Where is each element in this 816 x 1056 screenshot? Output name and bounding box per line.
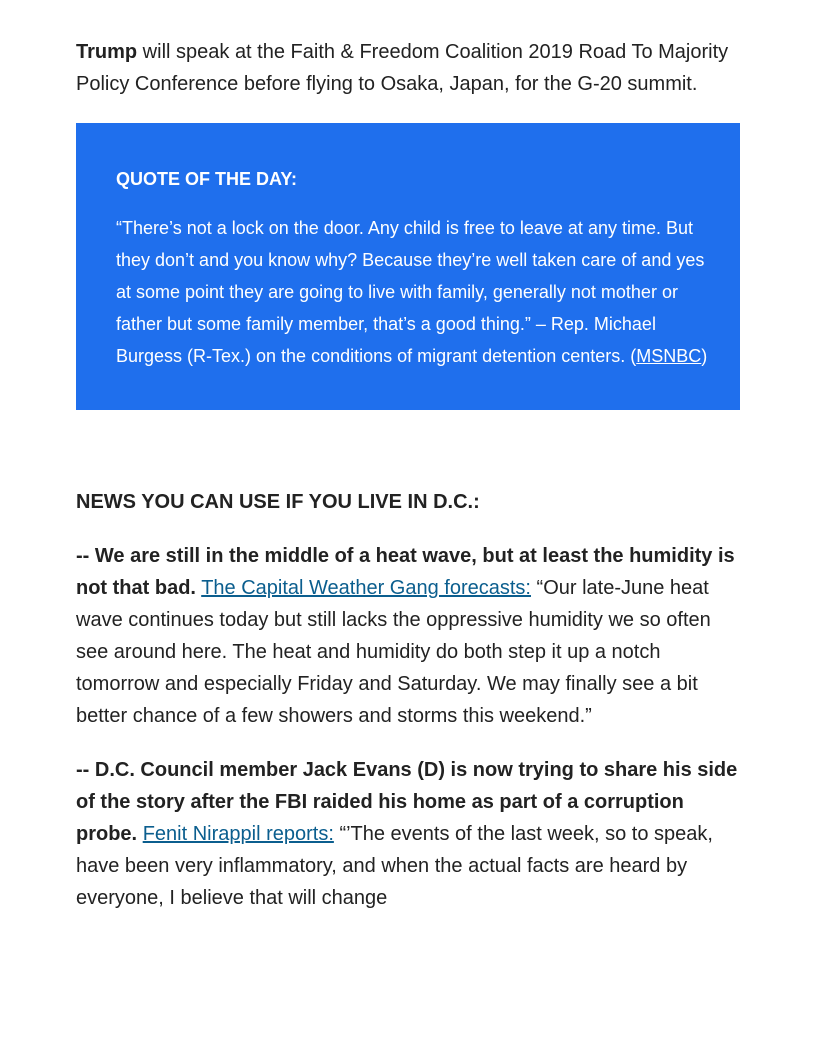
newsletter-body (76, 36, 740, 914)
intro-bold: Trump (76, 41, 138, 63)
quote-of-the-day-box (76, 123, 740, 410)
quote-title: QUOTE OF THE DAY: (116, 169, 298, 189)
news-item-jack-evans (76, 754, 740, 914)
news-item-bold: -- D.C. Council member Jack Evans (D) is now trying to share his side of the story after the FBI raided his home as part of a corruption probe. (76, 759, 738, 845)
intro-paragraph (76, 36, 740, 100)
news-item-bold: -- We are still in the middle of a heat wave, but at least the humidity is not that bad. (76, 545, 735, 599)
quote-text: “There’s not a lock on the door. Any child is free to leave at any time. But they don’t and you know why? Because they’re well taken care of and yes at some point they are going to live with family, generally not mother or father but some family member, that’s a good thing.” – Rep. Michael Burgess (R-Tex.) on the conditions of migrant detention centers. ( (116, 218, 705, 366)
news-item-heat-wave (76, 540, 740, 732)
capital-weather-gang-link[interactable]: The Capital Weather Gang forecasts: (201, 577, 531, 599)
intro-text: will speak at the Faith & Freedom Coalition 2019 Road To Majority Policy Conference before flying to Osaka, Japan, for the G-20 summit. (76, 41, 729, 95)
news-item-text: “Our late-June heat wave continues today but still lacks the oppressive humidity we so often see around here. The heat and humidity do both step it up a notch tomorrow and especially Friday and Saturday. We may finally see a bit better chance of a few showers and storms this weekend.” (76, 577, 711, 727)
fenit-nirappil-link[interactable]: Fenit Nirappil reports: (142, 823, 334, 845)
quote-after: ) (701, 346, 708, 366)
news-item-text: “’The events of the last week, so to speak, have been very inflammatory, and when the actual facts are heard by everyone, I believe that will change (76, 823, 713, 909)
dc-news-heading: NEWS YOU CAN USE IF YOU LIVE IN D.C.: (76, 491, 480, 513)
quote-paragraph (116, 212, 712, 372)
msnbc-link[interactable]: MSNBC (636, 346, 702, 366)
